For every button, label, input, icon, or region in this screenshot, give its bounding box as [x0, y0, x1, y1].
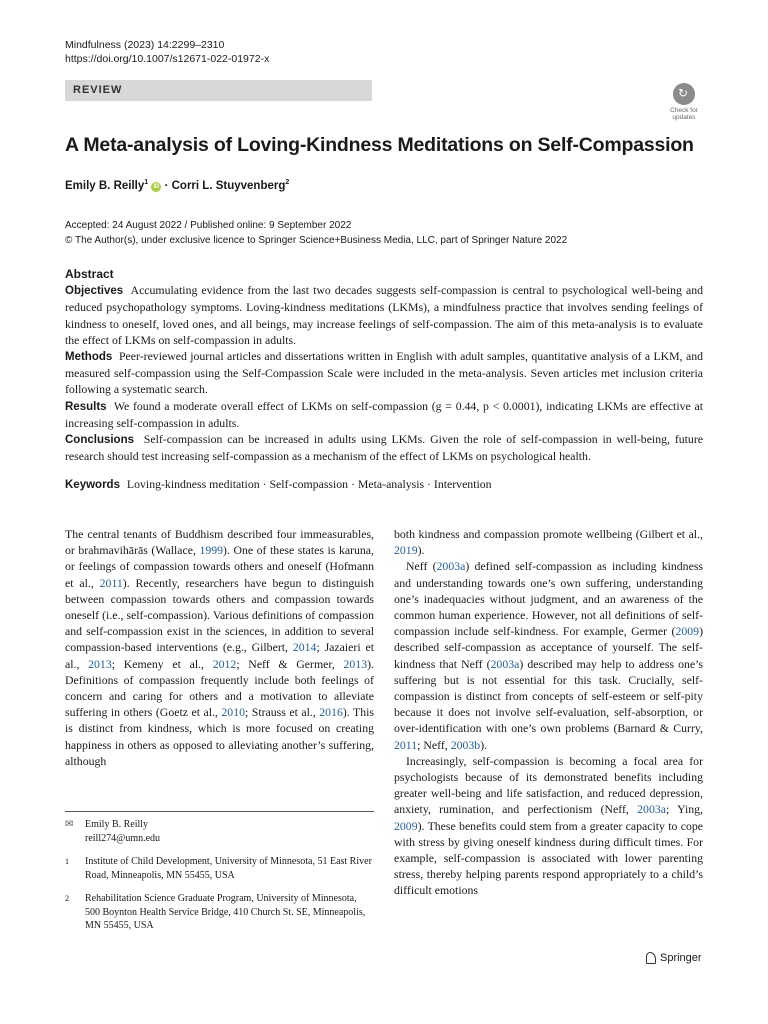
- body-text: ). Definitions of compassion frequently include both feelings of concern and caring for others and a motivation to alleviate suffering in others (Goetz et al.,: [65, 656, 374, 720]
- conclusions-label: Conclusions: [65, 434, 135, 447]
- citation-link[interactable]: 2011: [394, 737, 418, 752]
- journal-citation: Mindfulness (2023) 14:2299–2310: [65, 39, 225, 51]
- citation-link[interactable]: 2013: [88, 656, 112, 671]
- dates-line: Accepted: 24 August 2022 / Published online: 9 September 2022: [65, 220, 352, 231]
- abstract-heading: Abstract: [65, 267, 114, 281]
- body-text: ). One of these states is karuna, or feelings of compassion towards others and oneself (Hofmann et al.,: [65, 543, 374, 590]
- body-paragraph: [394, 526, 703, 558]
- contact-email[interactable]: reill274@umn.edu: [85, 832, 161, 844]
- author-name[interactable]: Emily B. Reilly: [65, 179, 145, 192]
- objectives-text: Accumulating evidence from the last two decades suggests self-compassion is central to psychological well-being and reduced psychopathology symptoms. Loving-kindness meditations (LKMs), a mindfulness practice that involves sending feelings of kindness to oneself, loved ones, and all beings, may increase feelings of self-compassion. The aim of this meta-analysis is to evaluate the effect of LKMs on self-compassion in adults.: [65, 283, 703, 347]
- affiliation-note: [65, 892, 374, 933]
- publisher-name: Springer: [660, 952, 702, 964]
- paper-title: A Meta-analysis of Loving-Kindness Meditations on Self-Compassion: [65, 134, 694, 156]
- keywords-label: Keywords: [65, 479, 120, 491]
- publisher-footer: [646, 952, 702, 964]
- publication-dates: [65, 218, 567, 248]
- abstract-methods: [65, 348, 703, 398]
- body-text: ; Neff,: [417, 737, 451, 752]
- body-text: Neff (: [406, 559, 437, 574]
- citation-link[interactable]: 2010: [221, 705, 245, 720]
- citation-link[interactable]: 2003a: [490, 656, 520, 671]
- citation-link[interactable]: 2013: [343, 656, 368, 671]
- body-text: Increasingly, self-compassion is becoming a focal area for psychologists because of its demonstrated benefits including greater well-being and life satisfaction, and reduced depression, anxiety, rumination, and perfectionism (Neff,: [394, 753, 703, 817]
- author-separator: ·: [164, 179, 169, 192]
- body-text: ) described self-compassion as acceptance of yourself. The self-kindness that Neff (: [394, 624, 703, 671]
- body-text: ). These benefits could stem from a greater capacity to cope with stress by giving oneself kindness during difficult times. For example, self-compassion is associated with lower parenting stress, thereby helping parents respond appropriately to a child’s difficult emotions: [394, 818, 703, 898]
- body-text: ; Jazaieri et al.,: [65, 640, 374, 671]
- keywords-text: Loving-kindness meditation · Self-compassion · Meta-analysis · Intervention: [126, 477, 492, 491]
- section-label: REVIEW: [65, 80, 372, 101]
- author-list: [65, 179, 289, 192]
- objectives-label: Objectives: [65, 285, 124, 298]
- abstract-conclusions: [65, 431, 703, 464]
- envelope-icon: ✉: [65, 819, 74, 830]
- contact-name: Emily B. Reilly: [85, 819, 149, 830]
- citation-link[interactable]: 2019: [394, 543, 418, 558]
- body-text: ) defined self-compassion as including kindness and understanding towards one’s own suffering, understanding one’s inadequacies without judgment, and an awareness of the common human experience. However, not all definitions of self-compassion include self-kindness. For example, Germer (: [394, 559, 703, 639]
- check-for-updates-label: Check for updates: [670, 107, 698, 121]
- body-text: ; Kemeny et al.,: [111, 656, 213, 671]
- body-text: ) described may help to address one’s suffering but is not essential for this task. Crucially, self-compassion is distinct from concepts of self-esteem or self-pity because it does not involve self-evaluation, self-absorption, or over-identification with one’s own problems (Barnard & Curry,: [394, 656, 704, 736]
- citation-link[interactable]: 2011: [99, 575, 123, 590]
- affiliation-text: Rehabilitation Science Graduate Program, University of Minnesota, 500 Boynton Health Service Bridge, 410 Church St. SE, Minneapolis, MN 55455, USA: [85, 893, 366, 931]
- citation-link[interactable]: 2012: [212, 656, 237, 671]
- body-text: The central tenants of Buddhism described four immeasurables, or brahmavihārās (Wallace,: [65, 527, 374, 558]
- author-name[interactable]: Corri L. Stuyvenberg: [171, 179, 286, 192]
- journal-header: [65, 38, 269, 66]
- affiliation-note: [65, 855, 374, 882]
- citation-link[interactable]: 2014: [292, 640, 317, 655]
- abstract: [65, 266, 703, 464]
- footnotes: [65, 818, 374, 943]
- corresponding-author: [65, 818, 374, 845]
- citation-link[interactable]: 2009: [394, 818, 418, 833]
- body-paragraph: [394, 558, 703, 752]
- body-text: ; Neff & Germer,: [236, 656, 344, 671]
- check-for-updates-button[interactable]: [664, 83, 704, 123]
- affiliation-mark: 1: [144, 179, 149, 186]
- methods-text: Peer-reviewed journal articles and dissertations written in English with adult samples, quantitative analysis of a LKM, and measured self-compassion using the Self-Compassion Scale were included in the meta-analysis. Seven articles met inclusion criteria following a systematic search.: [65, 349, 703, 397]
- body-text: ). Recently, researchers have begun to distinguish between compassion towards others and compassion towards oneself (i.e., self-compassion). Various definitions of compassion and self-compassion exist in the sciences, in addition to several compassion-based interventions (e.g., Gilbert,: [65, 575, 374, 655]
- results-label: Results: [65, 400, 107, 413]
- body-column-left: [65, 526, 374, 769]
- body-paragraph: [65, 526, 374, 769]
- conclusions-text: Self-compassion can be increased in adults using LKMs. Given the role of self-compassion in well-being, future research should test increasing self-compassion as a mechanism of the effect of LKMs on psychological health.: [65, 432, 703, 464]
- body-text: ).: [480, 737, 488, 752]
- citation-link[interactable]: 2003a: [436, 559, 466, 574]
- citation-link[interactable]: 2016: [319, 705, 343, 720]
- copyright-line: © The Author(s), under exclusive licence to Springer Science+Business Media, LLC, part of Springer Nature 2022: [65, 235, 568, 246]
- results-text: We found a moderate overall effect of LKMs on self-compassion (g = 0.44, p < 0.0001), indicating LKMs are effective at increasing self-compassion in adults.: [65, 398, 703, 430]
- abstract-results: [65, 398, 703, 431]
- affiliation-number: 1: [65, 857, 69, 866]
- body-text: both kindness and compassion promote wellbeing (Gilbert et al.,: [394, 527, 703, 541]
- body-paragraph: [394, 753, 703, 899]
- affiliation-number: 2: [65, 894, 69, 903]
- keywords: [65, 477, 703, 492]
- doi-link[interactable]: https://doi.org/10.1007/s12671-022-01972-x: [65, 53, 270, 65]
- citation-link[interactable]: 2009: [675, 624, 700, 639]
- body-text: ). This is distinct from kindness, which is more focused on creating happiness in others as opposed to alleviating another’s suffering, although: [65, 705, 374, 768]
- abstract-objectives: [65, 282, 703, 348]
- body-text: ; Ying,: [665, 802, 703, 817]
- citation-link[interactable]: 2003b: [450, 737, 481, 752]
- body-text: ).: [417, 543, 425, 558]
- footnote-divider: [65, 811, 374, 812]
- citation-link[interactable]: 1999: [199, 543, 224, 558]
- springer-horse-icon: [646, 952, 656, 964]
- body-column-right: [394, 526, 703, 899]
- methods-label: Methods: [65, 351, 113, 364]
- affiliation-text: Institute of Child Development, University of Minnesota, 51 East River Road, Minneapolis, MN 55455, USA: [85, 856, 372, 881]
- affiliation-mark: 2: [285, 179, 290, 186]
- check-for-updates-icon: ↻: [673, 83, 695, 105]
- citation-link[interactable]: 2003a: [637, 802, 666, 817]
- orcid-icon[interactable]: iD: [153, 183, 160, 190]
- body-text: ; Strauss et al.,: [244, 705, 320, 720]
